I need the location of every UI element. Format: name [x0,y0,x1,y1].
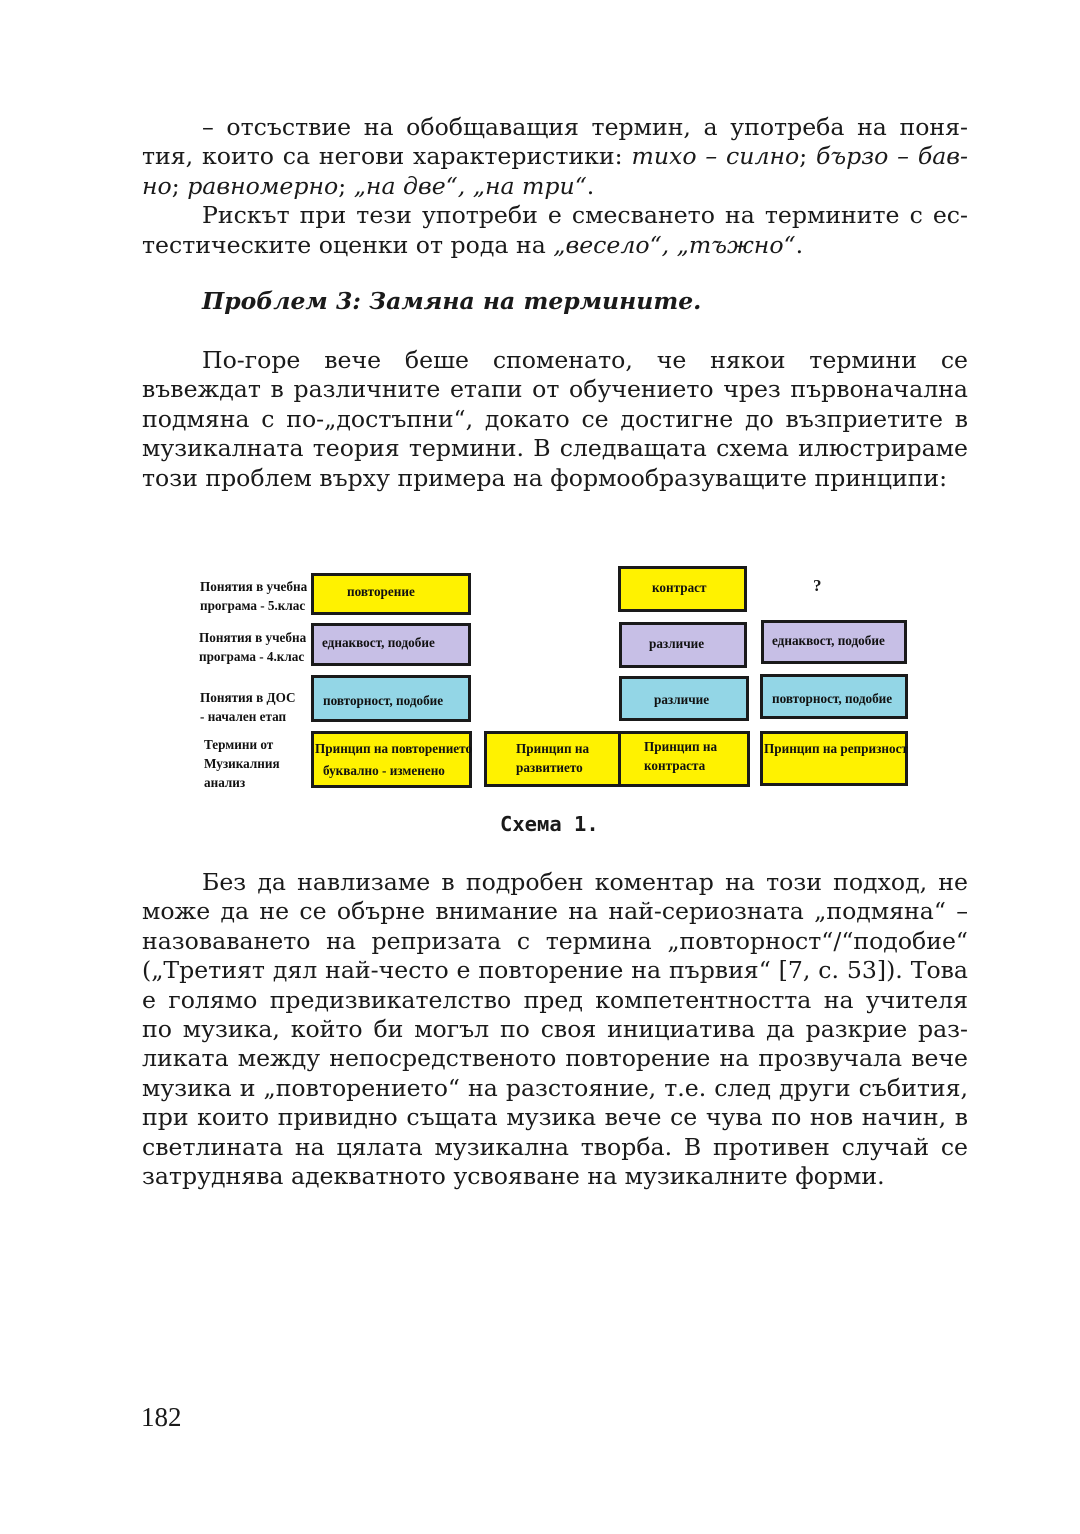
row-label-4th-grade: Понятия в учебна програма - 4.клас [199,630,307,664]
scheme-caption: Схема 1. [500,812,599,836]
intro-text: По-горе вече беше споменато, че някои термини се въвеждат в различните етапи от обучението чрез първоначална подмяна с по-„достъпни“, докато се достигне до възприетите в музикалната теория термини. В следващата схема илюстрираме този проблем върху примера на формообразуващите принципи: [142,346,968,492]
row-label-5th-grade: Понятия в учебна програма - 5.клас [200,579,308,613]
box-repetitiveness-similarity-reprise: повторност, подобие [760,674,908,719]
page-number: 182 [141,1402,182,1432]
question-mark: ? [813,576,822,595]
box-contrast: контраст [618,566,747,612]
box-principle-development: Принцип на развитието [484,731,621,787]
closing-paragraph [142,868,968,1191]
box-repetitiveness-similarity: повторност, подобие [311,675,471,722]
box-principle-reprise: Принцип на репризност [760,731,908,786]
box-sameness-similarity-reprise: еднаквост, подобие [761,620,907,664]
row-label-analysis-terms: Термини от Музикалния анализ [204,737,280,790]
paragraph-risk: Рискът при тези употреби е смесването на термините с ес-тестическите оценки от рода на „весело“, „тъжно“. [142,201,968,259]
row-label-dos: Понятия в ДОС - начален етап [200,690,296,724]
closing-text: Без да навлизаме в подробен коментар на този подход, не може да не се обърне внимание на най-сериозната „подмяна“ – назоваването на репризата с термина „повторност“/“подобие“ („Третият дял най-често е повторение на първия“ [7, с. 53]). Това е голямо предизвикателство пред компетентността на учителя по музика, който би могъл по своя инициатива да разкрие раз-ликата между непосредственото повторение на прозвучала вече музика и „повторението“ на разстояние, т.е. след други събития, при които привидно същата музика вече се чува по нов начин, в светлината на цялата музикална творба. В противен случай се затруднява адекватното усвояване на музикалните форми. [142,868,968,1191]
paragraph-absence-of-term: – отсъствие на обобщаващия термин, а употреба на поня-тия, които са негови характеристики: тихо – силно; бързо – бав-но; равномерно; „на две“, „на три“. [142,113,969,200]
intro-paragraph [142,346,968,493]
box-repetition: повторение [311,573,471,615]
box-principle-repetition: Принцип на повторението буквално - изменено [311,731,472,788]
box-sameness-similarity: еднаквост, подобие [311,623,471,666]
opening-paragraphs [142,113,968,260]
box-difference-dos: различие [619,676,749,721]
box-difference-4th: различие [619,622,747,668]
section-heading: Проблем 3: Замяна на термините. [202,287,702,315]
box-principle-contrast: Принцип на контраста [618,731,750,787]
